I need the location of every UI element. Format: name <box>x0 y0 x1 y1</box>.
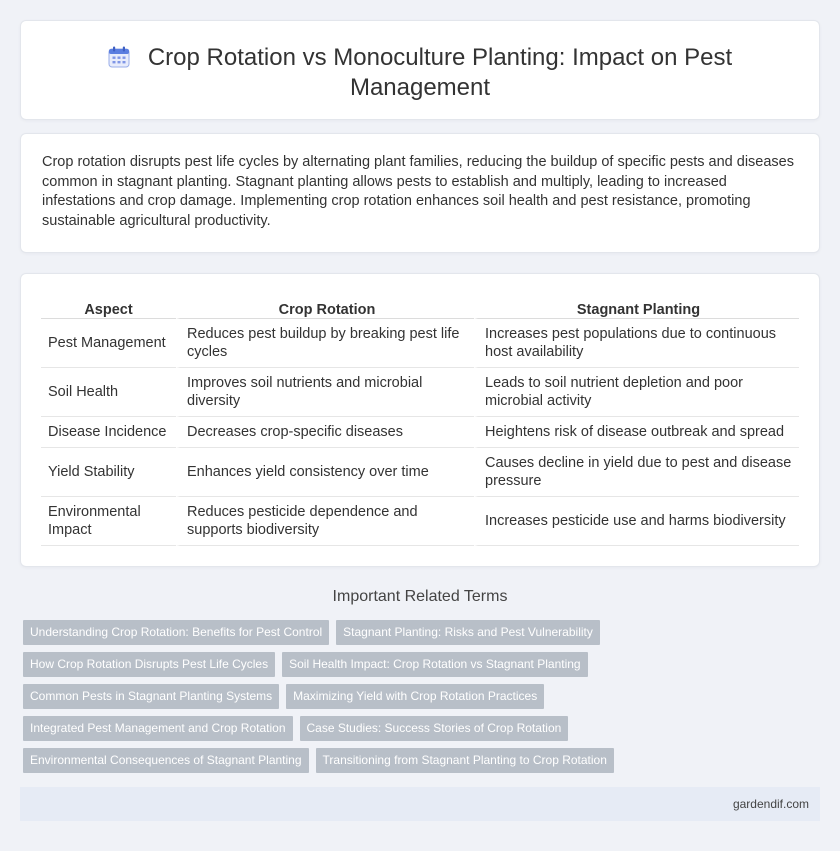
table-row <box>41 448 799 497</box>
table-row <box>41 368 799 417</box>
title-card <box>20 20 820 120</box>
table-row <box>41 497 799 546</box>
header-crop-rotation: Crop Rotation <box>176 294 474 319</box>
comparison-card <box>20 273 820 567</box>
table-cell: Disease Incidence <box>41 417 176 448</box>
footer-site-link[interactable]: gardendif.com <box>732 797 809 811</box>
related-terms-tags <box>23 620 823 780</box>
table-row <box>41 319 799 368</box>
related-term-tag[interactable]: Environmental Consequences of Stagnant Planting <box>23 748 309 773</box>
table-cell: Causes decline in yield due to pest and disease pressure <box>474 448 799 497</box>
table-cell: Increases pest populations due to continuous host availability <box>474 319 799 368</box>
table-cell: Heightens risk of disease outbreak and spread <box>474 417 799 448</box>
table-cell: Leads to soil nutrient depletion and poor microbial activity <box>474 368 799 417</box>
table-cell: Soil Health <box>41 368 176 417</box>
related-term-tag[interactable]: Maximizing Yield with Crop Rotation Practices <box>286 684 544 709</box>
footer <box>20 787 820 821</box>
table-cell: Environmental Impact <box>41 497 176 546</box>
table-cell: Increases pesticide use and harms biodiversity <box>474 497 799 546</box>
intro-card <box>20 133 820 253</box>
table-cell: Reduces pesticide dependence and supports biodiversity <box>176 497 474 546</box>
table-cell: Enhances yield consistency over time <box>176 448 474 497</box>
related-term-tag[interactable]: Transitioning from Stagnant Planting to Crop Rotation <box>316 748 614 773</box>
comparison-table <box>41 294 799 546</box>
calendar-icon <box>108 46 130 68</box>
table-cell: Improves soil nutrients and microbial diversity <box>176 368 474 417</box>
related-term-tag[interactable]: Integrated Pest Management and Crop Rotation <box>23 716 293 741</box>
header-stagnant-planting: Stagnant Planting <box>474 294 799 319</box>
related-term-tag[interactable]: How Crop Rotation Disrupts Pest Life Cycles <box>23 652 275 677</box>
table-header-row <box>41 294 799 319</box>
related-term-tag[interactable]: Stagnant Planting: Risks and Pest Vulnerability <box>336 620 600 645</box>
related-term-tag[interactable]: Soil Health Impact: Crop Rotation vs Stagnant Planting <box>282 652 588 677</box>
table-cell: Pest Management <box>41 319 176 368</box>
related-terms-title: Important Related Terms <box>332 588 508 605</box>
intro-paragraph: Crop rotation disrupts pest life cycles by alternating plant families, reducing the buildup of specific pests and diseases common in stagnant planting. Stagnant planting allows pests to establish and multiply, leading to increased infestations and crop damage. Implementing crop rotation enhances soil health and pest resistance, promoting sustainable agricultural productivity. <box>42 154 794 229</box>
related-term-tag[interactable]: Understanding Crop Rotation: Benefits for Pest Control <box>23 620 329 645</box>
related-term-tag[interactable]: Case Studies: Success Stories of Crop Rotation <box>300 716 569 741</box>
header-aspect: Aspect <box>41 294 176 319</box>
table-cell: Reduces pest buildup by breaking pest life cycles <box>176 319 474 368</box>
title-line-1: Crop Rotation vs Monoculture Planting: Impact on Pest <box>147 44 733 71</box>
table-cell: Decreases crop-specific diseases <box>176 417 474 448</box>
title-line-2: Management <box>349 74 491 101</box>
table-cell: Yield Stability <box>41 448 176 497</box>
related-term-tag[interactable]: Common Pests in Stagnant Planting Systems <box>23 684 279 709</box>
page-title <box>21 43 819 103</box>
table-row <box>41 417 799 448</box>
